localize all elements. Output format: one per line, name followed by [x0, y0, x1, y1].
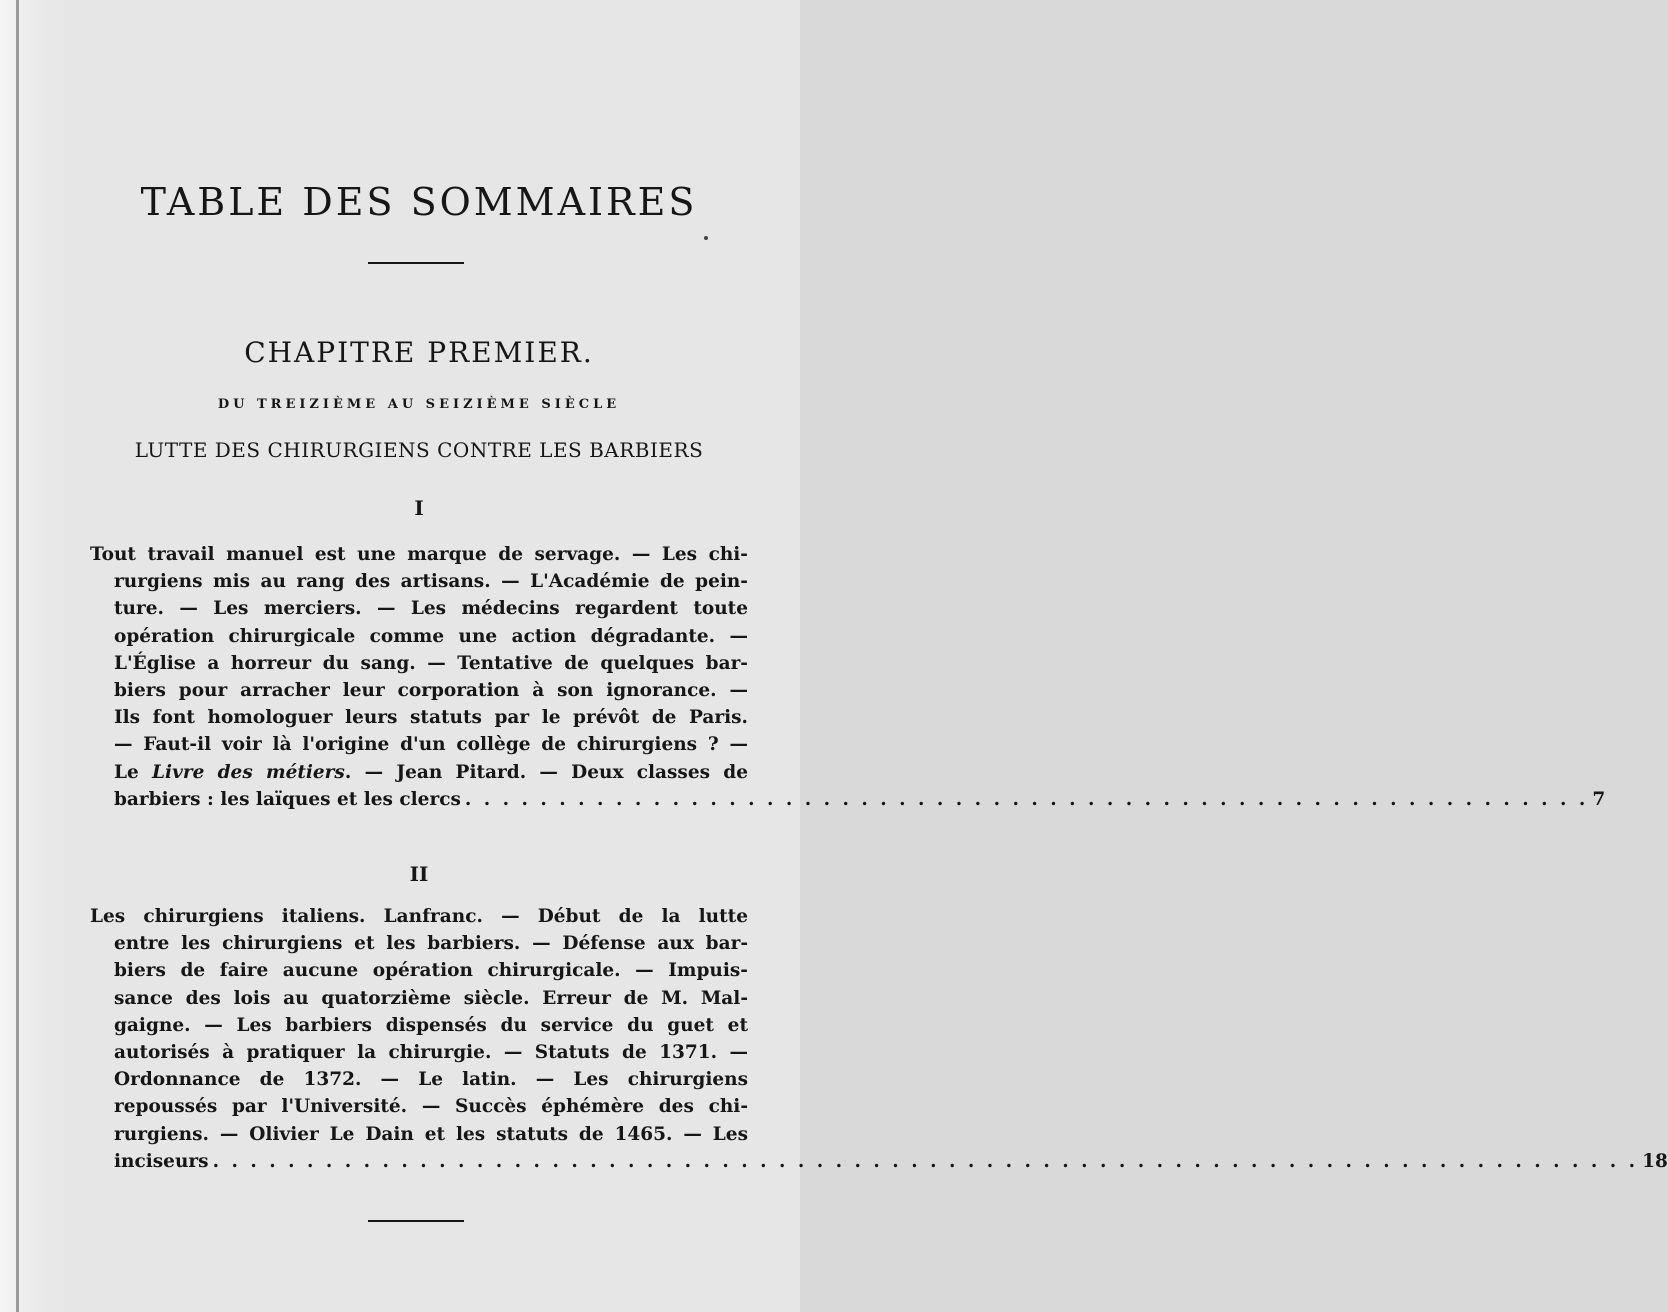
summary-line: repoussés par l'Université. — Succès éphémère des chi- [114, 1096, 748, 1118]
summary-line: ture. — Les merciers. — Les médecins regardent toute [114, 598, 748, 620]
summary-line: Tout travail manuel est une marque de servage. — Les chi- [90, 544, 748, 565]
summary-line: Les chirurgiens italiens. Lanfranc. — Début de la lutte [90, 906, 748, 927]
closing-rule [368, 1220, 464, 1222]
summary-text: barbiers : les laïques et les clercs [114, 788, 461, 810]
page-title: TABLE DES SOMMAIRES [140, 180, 698, 224]
page-number: 18 [1642, 1150, 1668, 1172]
summary-last-line [90, 786, 1606, 813]
title-rule [368, 262, 464, 264]
summary-line: Ils font homologuer leurs statuts par le prévôt de Paris. [114, 707, 748, 729]
leader-dots: . . . . . . . . . . . . . . . . . . . . . . . . . . . . . . . . . . . . . . . . . . . . . . . . . . . . . . . . . . . . . . . . . . . . . . . . . . . . [212, 1150, 1639, 1172]
leader-dots: . . . . . . . . . . . . . . . . . . . . . . . . . . . . . . . . . . . . . . . . . . . . . . . . . . . . . . . . . . . . [464, 788, 1589, 810]
binding-shadow-line [16, 0, 19, 1312]
ink-speck [704, 236, 708, 240]
chapter-heading: CHAPITRE PREMIER. [244, 336, 594, 369]
section-numeral-1: I [414, 496, 424, 520]
summary-line: Ordonnance de 1372. — Le latin. — Les chirurgiens [114, 1069, 748, 1091]
summary-line: biers de faire aucune opération chirurgicale. — Impuis- [114, 960, 748, 982]
summary-line: entre les chirurgiens et les barbiers. — Défense aux bar- [114, 933, 748, 955]
summary-line: autorisés à pratiquer la chirurgie. — Statuts de 1371. — [114, 1042, 748, 1064]
section-numeral-2: II [409, 862, 429, 886]
section-summary-1 [90, 541, 1606, 813]
chapter-period: DU TREIZIÈME AU SEIZIÈME SIÈCLE [217, 397, 621, 412]
summary-line: sance des lois au quatorzième siècle. Erreur de M. Mal- [114, 987, 748, 1009]
summary-line: rurgiens mis au rang des artisans. — L'Académie de pein- [114, 571, 748, 593]
summary-text: inciseurs [114, 1150, 209, 1172]
summary-text: . — Jean Pitard. — Deux classes de [344, 761, 748, 783]
summary-line: gaigne. — Les barbiers dispensés du service du guet et [114, 1014, 748, 1036]
summary-line: — Faut-il voir là l'origine d'un collège de chirurgiens ? — [114, 734, 748, 756]
chapter-subtitle: LUTTE DES CHIRURGIENS CONTRE LES BARBIERS [134, 438, 704, 462]
section-summary-2 [90, 903, 1668, 1175]
summary-line [90, 759, 748, 786]
summary-line: L'Église a horreur du sang. — Tentative de quelques bar- [114, 652, 748, 674]
summary-line: opération chirurgicale comme une action dégradante. — [114, 625, 748, 647]
summary-text: Le [114, 761, 153, 783]
summary-last-line [90, 1148, 1668, 1175]
summary-line: biers pour arracher leur corporation à son ignorance. — [114, 680, 748, 702]
book-title-italic: Livre des métiers [152, 761, 345, 783]
summary-line: rurgiens. — Olivier Le Dain et les statuts de 1465. — Les [114, 1123, 748, 1145]
page-binding-edge [0, 0, 70, 1312]
page-number: 7 [1592, 788, 1606, 810]
